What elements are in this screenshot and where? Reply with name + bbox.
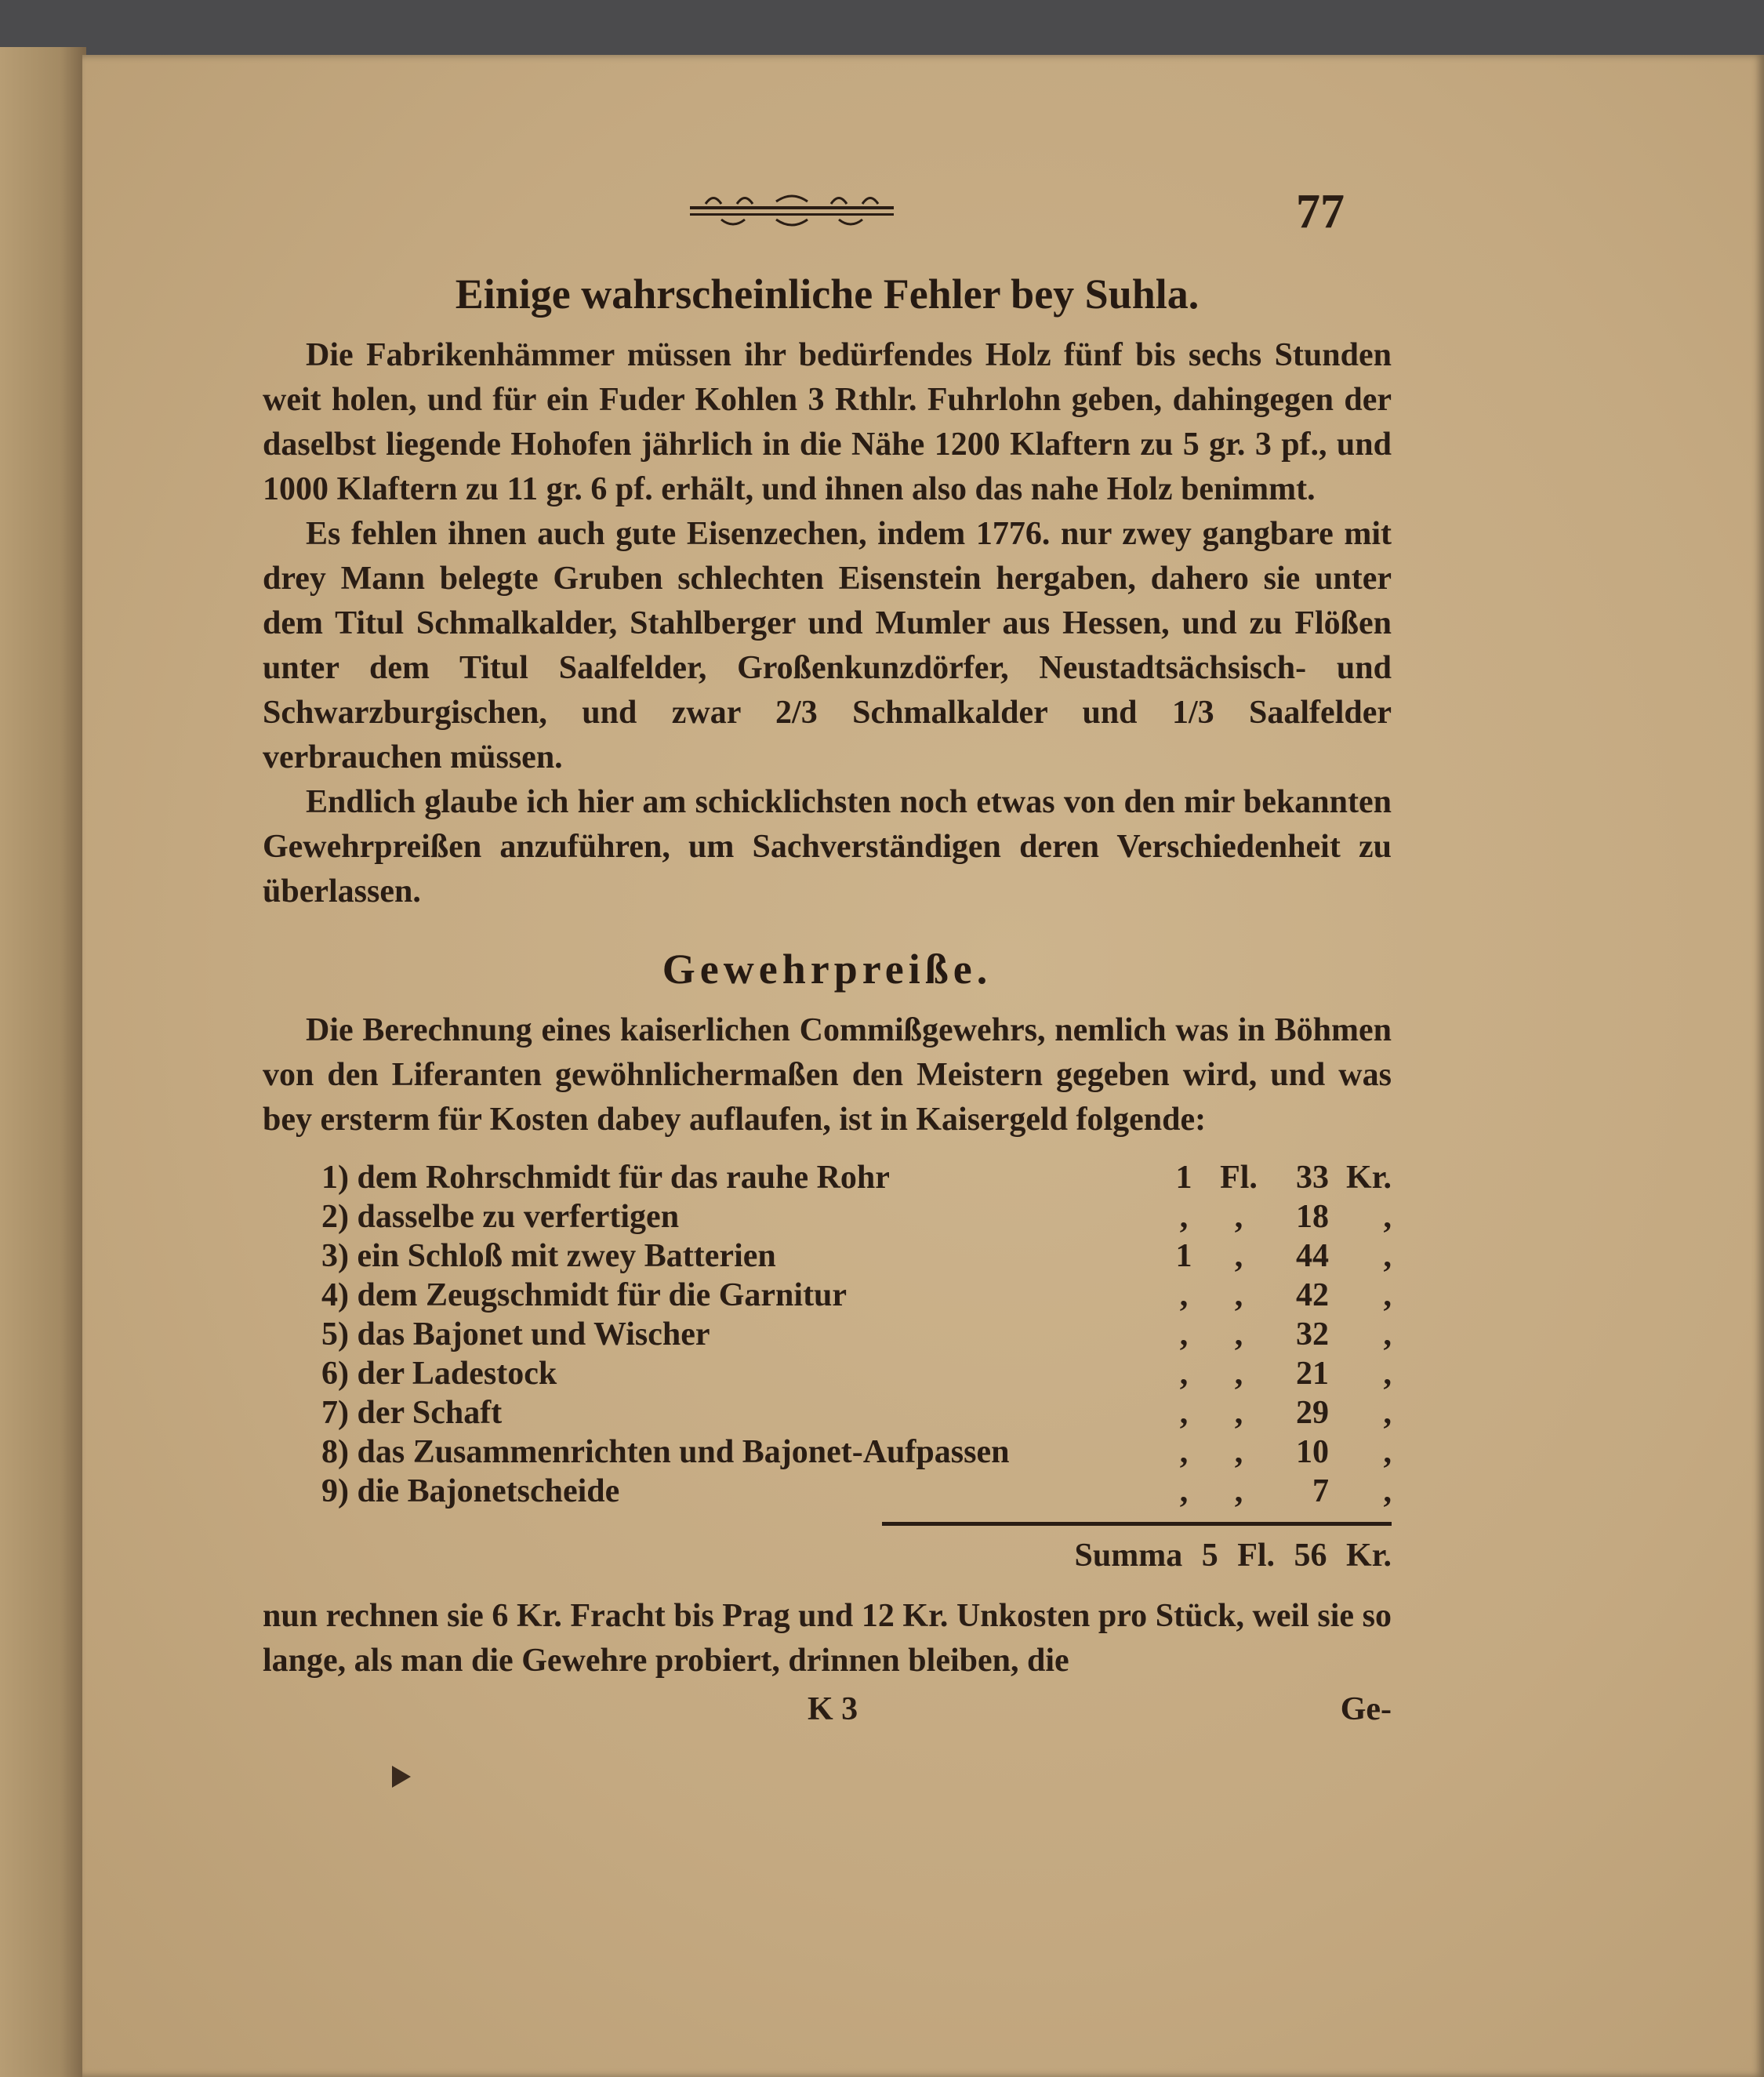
gulden-unit: ,	[1234, 1434, 1243, 1470]
gulden-value: ,	[1179, 1473, 1189, 1509]
kreuzer-unit: ,	[1383, 1199, 1392, 1235]
gulden-value: ,	[1179, 1199, 1189, 1235]
table-row	[321, 1472, 1392, 1511]
kreuzer-unit: ,	[1383, 1277, 1392, 1313]
gulden-unit: Fl.	[1220, 1160, 1258, 1196]
item-label: 2) dasselbe zu verfertigen	[321, 1199, 680, 1235]
gulden-unit: ,	[1234, 1395, 1243, 1431]
kreuzer-value: 44	[1296, 1238, 1329, 1274]
page-footer	[263, 1687, 1392, 1734]
kreuzer-value: 7	[1312, 1473, 1329, 1509]
table-row	[321, 1354, 1392, 1393]
header-ornament-icon	[690, 192, 894, 231]
gulden-value: ,	[1179, 1434, 1189, 1470]
paragraph: Endlich glaube ich hier am schicklichsten noch etwas von den mir bekannten Gewehrpreißen anzuführen, um Sachverständigen deren Verschiedenheit zu überlassen.	[263, 784, 1392, 910]
kreuzer-value: 42	[1296, 1277, 1329, 1313]
table-row	[321, 1236, 1392, 1276]
kreuzer-unit: ,	[1383, 1356, 1392, 1392]
paragraph: Es fehlen ihnen auch gute Eisenzechen, indem 1776. nur zwey gangbare mit drey Mann belegte Gruben schlechten Eisenstein hergaben, dahero sie unter dem Titul Schmalkalder, Stahlberger und Mumler aus Hessen, und zu Flößen unter dem Titul Saalfelder, Großenkunzdörfer, Neustadtsächsisch- und Schwarzburgischen, und zwar 2/3 Schmalkalder und 1/3 Saalfelder verbrauchen müssen.	[263, 516, 1392, 775]
gulden-value: 1	[1175, 1238, 1192, 1274]
kreuzer-value: 21	[1296, 1356, 1329, 1392]
gulden-unit: ,	[1234, 1356, 1243, 1392]
catchword: Ge-	[1340, 1691, 1392, 1727]
page-content	[263, 0, 1392, 1882]
gulden-unit: ,	[1234, 1473, 1243, 1509]
item-label: 5) das Bajonet und Wischer	[321, 1316, 710, 1353]
item-label: 7) der Schaft	[321, 1395, 503, 1431]
signature-mark: K 3	[808, 1691, 858, 1727]
kreuzer-unit: ,	[1383, 1473, 1392, 1509]
previous-page-edge	[0, 47, 86, 2077]
kreuzer-unit: ,	[1383, 1316, 1392, 1353]
page-number: 77	[1296, 185, 1345, 238]
table-row	[321, 1432, 1392, 1472]
table-row	[321, 1158, 1392, 1197]
sum-rule	[882, 1522, 1392, 1526]
gulden-value: ,	[1179, 1395, 1189, 1431]
kreuzer-unit: Kr.	[1346, 1160, 1392, 1196]
item-label: 4) dem Zeugschmidt für die Garnitur	[321, 1277, 848, 1313]
gulden-value: ,	[1179, 1316, 1189, 1353]
item-label: 1) dem Rohrschmidt für das rauhe Rohr	[321, 1160, 890, 1196]
table-row	[321, 1393, 1392, 1432]
kreuzer-value: 29	[1296, 1395, 1329, 1431]
sum-total: Summa 5 Fl. 56 Kr.	[1074, 1538, 1392, 1574]
section-title-gewehrpreise: Gewehrpreiße.	[662, 946, 993, 993]
gulden-value: ,	[1179, 1356, 1189, 1392]
item-label: 6) der Ladestock	[321, 1356, 557, 1392]
kreuzer-unit: ,	[1383, 1238, 1392, 1274]
paragraph: Die Fabrikenhämmer müssen ihr bedürfendes Holz fünf bis sechs Stunden weit holen, und für ein Fuder Kohlen 3 Rthlr. Fuhrlohn geben, dahingegen der daselbst liegende Hohofen jährlich in die Nähe 1200 Klaftern zu 5 gr. 3 pf., und 1000 Klaftern zu 11 gr. 6 pf. erhält, und ihnen also das nahe Holz benimmt.	[263, 337, 1392, 507]
body-text	[263, 333, 1392, 914]
item-label: 8) das Zusammenrichten und Bajonet-Aufpassen	[321, 1434, 1010, 1470]
gulden-value: 1	[1175, 1160, 1192, 1196]
item-label: 9) die Bajonetscheide	[321, 1473, 620, 1509]
table-row	[321, 1276, 1392, 1315]
kreuzer-value: 10	[1296, 1434, 1329, 1470]
intro-text	[263, 1008, 1392, 1142]
paragraph: Die Berechnung eines kaiserlichen Commißgewehrs, nemlich was in Böhmen von den Liferanten gewöhnlichermaßen den Meistern gegeben wird, und was bey ersterm für Kosten dabey auflaufen, ist in Kaisergeld folgende:	[263, 1012, 1392, 1138]
gulden-unit: ,	[1234, 1277, 1243, 1313]
gulden-value: ,	[1179, 1277, 1189, 1313]
kreuzer-value: 32	[1296, 1316, 1329, 1353]
table-row	[321, 1197, 1392, 1236]
gulden-unit: ,	[1234, 1238, 1243, 1274]
item-label: 3) ein Schloß mit zwey Batterien	[321, 1238, 776, 1274]
closing-text	[263, 1594, 1392, 1683]
arrow-mark-icon	[392, 1766, 411, 1788]
table-row	[321, 1315, 1392, 1354]
kreuzer-value: 18	[1296, 1199, 1329, 1235]
price-table	[321, 1158, 1392, 1511]
gulden-unit: ,	[1234, 1316, 1243, 1353]
paragraph: nun rechnen sie 6 Kr. Fracht bis Prag und 12 Kr. Unkosten pro Stück, weil sie so lange, als man die Gewehre probiert, drinnen bleiben, die	[263, 1598, 1392, 1679]
kreuzer-unit: ,	[1383, 1434, 1392, 1470]
page-header	[263, 184, 1392, 239]
kreuzer-unit: ,	[1383, 1395, 1392, 1431]
section-title: Einige wahrscheinliche Fehler bey Suhla.	[455, 271, 1200, 318]
gulden-unit: ,	[1234, 1199, 1243, 1235]
kreuzer-value: 33	[1296, 1160, 1329, 1196]
